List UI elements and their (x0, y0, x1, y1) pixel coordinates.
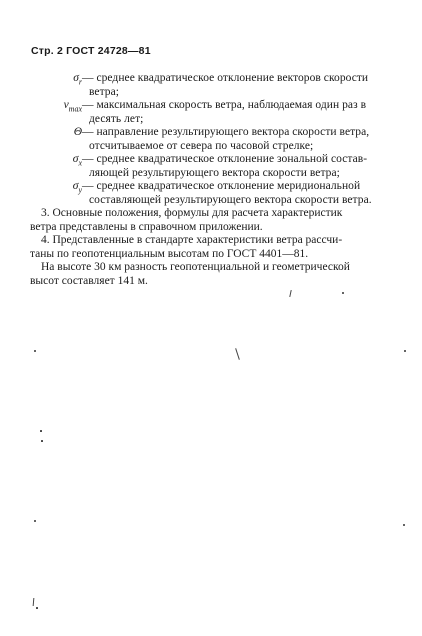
scan-artifact (41, 440, 43, 442)
definition-line: — максимальная скорость ветра, наблюдаемая один раз в (82, 99, 367, 111)
scan-artifact (33, 598, 35, 606)
paragraph-line: таны по геопотенциальным высотам по ГОСТ 4401—81. (30, 247, 309, 260)
paragraph-line: высот составляет 141 м. (30, 274, 148, 287)
scan-artifact (36, 607, 38, 609)
paragraph-line: 3. Основные положения, формулы для расчета характеристик (41, 207, 343, 219)
paragraph-3 (30, 207, 400, 234)
definition-text (82, 180, 397, 207)
scan-artifact (34, 520, 36, 522)
definition-line: составляющей результирующего вектора скорости ветра. (89, 193, 372, 206)
paragraph-line: ветра представлены в справочном приложении. (30, 220, 263, 233)
scan-artifact (404, 350, 406, 352)
definition-line: — среднее квадратическое отклонение зональной состав- (82, 153, 368, 165)
definition-line: — направление результирующего вектора скорости ветра, (82, 126, 370, 138)
scan-artifact (235, 348, 240, 360)
definition-line: отсчитываемое от севера по часовой стрелке; (89, 139, 314, 152)
definition-line: — среднее квадратическое отклонение векторов скорости (82, 72, 369, 84)
definition-symbol: Θ (73, 126, 82, 138)
definition-line: ветра; (89, 85, 119, 98)
scan-artifact (289, 290, 291, 297)
scan-artifact (34, 350, 36, 352)
definition-symbol: $\sigma_x$ (72, 153, 82, 168)
definition-text (82, 126, 397, 153)
definition-text (82, 72, 397, 99)
definition-text (82, 99, 397, 126)
paragraph-line: 4. Представленные в стандарте характеристики ветра рассчи- (41, 234, 343, 246)
paragraph-5 (30, 261, 400, 288)
definition-line: десять лет; (89, 112, 144, 125)
scan-artifact (403, 524, 405, 526)
scan-artifact (342, 292, 344, 294)
page-header: Стр. 2 ГОСТ 24728—81 (31, 45, 151, 57)
paragraph-4 (30, 234, 400, 261)
paragraph-line: На высоте 30 км разность геопотенциальной и геометрической (41, 261, 350, 273)
definition-symbol: $\sigma_y$ (72, 180, 82, 195)
definition-text (82, 153, 397, 180)
definition-line: ляющей результирующего вектора скорости ветра; (89, 166, 340, 179)
definition-line: — среднее квадратическое отклонение меридиональной (82, 180, 361, 192)
definition-symbol: $\sigma_r$ (73, 72, 82, 87)
scan-artifact (40, 430, 42, 432)
definition-symbol: $v_{max}$ (63, 99, 82, 114)
